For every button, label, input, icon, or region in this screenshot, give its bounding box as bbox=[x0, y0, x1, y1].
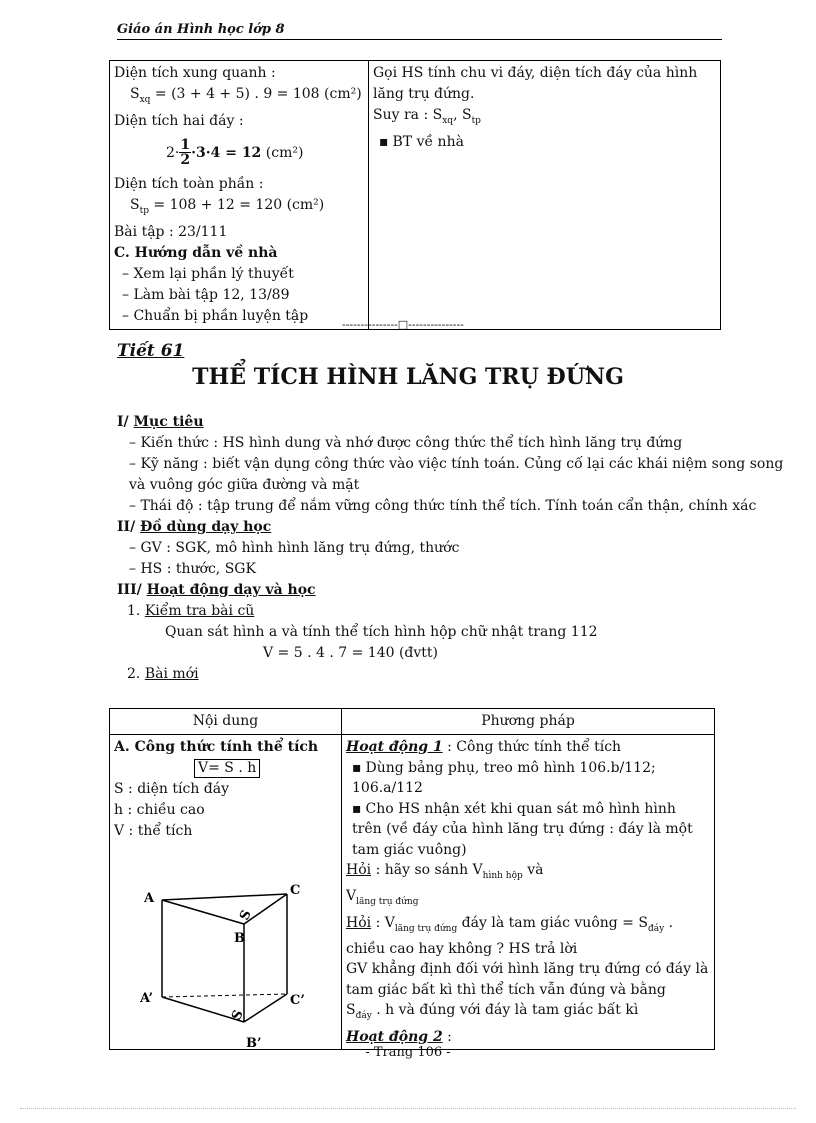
definition-line: h : chiều cao bbox=[114, 802, 205, 818]
page-number: - Trang 106 - bbox=[365, 1045, 451, 1060]
section3-heading: III/ Hoạt động dạy và học bbox=[117, 582, 316, 598]
lesson-title: THỂ TÍCH HÌNH LĂNG TRỤ ĐỨNG bbox=[192, 364, 624, 390]
label-B: B bbox=[234, 931, 245, 946]
section1-heading: I/ Mục tiêu bbox=[117, 414, 204, 430]
material-item: – HS : thước, SGK bbox=[129, 561, 256, 577]
content-heading: A. Công thức tính thể tích bbox=[114, 739, 319, 755]
t1-stp-line: $S_{tp} = 108 + 12 = 120$ (cm²) bbox=[130, 196, 325, 216]
label-C-prime: C’ bbox=[290, 993, 305, 1008]
t1-right-line: Gọi HS tính chu vi đáy, diện tích đáy của hình lăng trụ đứng. bbox=[373, 65, 698, 102]
t1-line: – Chuẩn bị phần luyện tập bbox=[122, 307, 309, 324]
edge-A2C2-hidden bbox=[162, 994, 287, 997]
method-bullet: ▪ Dùng bảng phụ, treo mô hình 106.b/112; 106.a/112 bbox=[346, 758, 710, 799]
t1-line: Diện tích xung quanh : bbox=[114, 65, 276, 81]
t1-sxq-line: $S_{xq} = (3 + 4 + 5)$ . 9 = 108 (cm²) bbox=[130, 86, 362, 105]
review-formula: V = 5 . 4 . 7 = 140 (đvtt) bbox=[263, 645, 439, 661]
lesson-number: Tiết 61 bbox=[117, 341, 185, 361]
label-A-prime: A’ bbox=[140, 991, 154, 1006]
header-rule bbox=[117, 39, 722, 40]
label-C: C bbox=[290, 883, 301, 898]
t1-line: – Xem lại phần lý thuyết bbox=[122, 265, 294, 282]
t1-line: Diện tích hai đáy : bbox=[114, 112, 244, 129]
t1-line: Bài tập : 23/111 bbox=[114, 223, 228, 240]
label-A: A bbox=[144, 891, 155, 906]
teacher-statement-cont: $S_{đáy}$ . h và đúng với đáy là tam giác bất kì bbox=[346, 1002, 639, 1022]
volume-formula-row bbox=[114, 758, 337, 779]
question-1: Hỏi : hãy so sánh $V_{hình hộp}$ và bbox=[346, 862, 544, 881]
edge-AC bbox=[162, 894, 287, 900]
section2-heading: II/ Đồ dùng dạy học bbox=[117, 519, 272, 535]
question-2-cont: chiều cao hay không ? HS trả lời bbox=[346, 940, 578, 957]
col-header-content: Nội dung bbox=[110, 709, 342, 735]
activity-1: Hoạt động 1 : Công thức tính thể tích bbox=[346, 739, 622, 755]
objective-item: – Kiến thức : HS hình dung và nhớ được công thức thể tích hình lăng trụ đứng bbox=[129, 435, 683, 451]
material-item: – GV : SGK, mô hình hình lăng trụ đứng, thước bbox=[129, 540, 460, 556]
method-cell bbox=[342, 735, 715, 1050]
page-header: Giáo án Hình học lớp 8 bbox=[117, 22, 285, 37]
lesson-body bbox=[117, 412, 797, 685]
label-S-bottom: S bbox=[229, 1007, 247, 1023]
teacher-statement: GV khẳng định đối với hình lăng trụ đứng có đáy là tam giác bất kì thì thể tích vẫn đúng và bằng bbox=[346, 961, 709, 998]
prism-figure bbox=[140, 872, 315, 1052]
definition-line: S : diện tích đáy bbox=[114, 781, 230, 797]
t1-fraction-line: 2· $\frac{1}{2}$ ·3·4 = 12 (cm²) bbox=[166, 137, 304, 169]
label-B-prime: B’ bbox=[246, 1036, 262, 1051]
subsection-new: 2. Bài mới bbox=[127, 666, 199, 682]
t1-left-cell bbox=[110, 61, 369, 330]
lesson-table-continued bbox=[109, 60, 721, 330]
subsection-review: 1. Kiểm tra bài cũ bbox=[127, 603, 255, 619]
t1-line: – Làm bài tập 12, 13/89 bbox=[122, 286, 290, 303]
objective-item: – Thái độ : tập trung để nắm vững công thức tính thể tích. Tính toán cẩn thận, chính xác bbox=[129, 498, 757, 514]
t1-right-line: Suy ra : $S_{xq}$, $S_{tp}$ bbox=[373, 107, 481, 126]
page-bottom-rule bbox=[20, 1108, 796, 1109]
objective-item: – Kỹ năng : biết vận dụng công thức vào việc tính toán. Củng cố lại các khái niệm song song và vuông góc giữa đường và mặt bbox=[129, 456, 784, 493]
definition-line: V : thể tích bbox=[114, 823, 193, 839]
t1-line: Diện tích toàn phần : bbox=[114, 175, 264, 192]
volume-formula: V= S . h bbox=[194, 759, 260, 778]
t1-right-bullet: ▪ BT về nhà bbox=[373, 132, 716, 153]
question-1-cont: $V_{lăng trụ đứng}$ bbox=[346, 888, 419, 908]
edge-AB bbox=[162, 900, 244, 924]
method-bullet: ▪ Cho HS nhận xét khi quan sát mô hình hình trên (về đáy của hình lăng trụ đứng : đáy là một tam giác vuông) bbox=[346, 799, 710, 861]
edge-B2C2 bbox=[244, 994, 287, 1022]
activity-2: Hoạt động 2 : bbox=[346, 1028, 452, 1045]
label-S-top: S bbox=[237, 907, 255, 923]
review-text: Quan sát hình a và tính thể tích hình hộp chữ nhật trang 112 bbox=[165, 624, 598, 640]
t1-heading: C. Hướng dẫn về nhà bbox=[114, 244, 278, 261]
section-separator: ---------------□--------------- bbox=[342, 318, 464, 331]
question-2: Hỏi : $V_{lăng trụ đứng}$ đáy là tam giác vuông = $S_{đáy}$ . bbox=[346, 914, 674, 934]
t1-right-cell bbox=[369, 61, 721, 330]
col-header-method: Phương pháp bbox=[342, 709, 715, 735]
